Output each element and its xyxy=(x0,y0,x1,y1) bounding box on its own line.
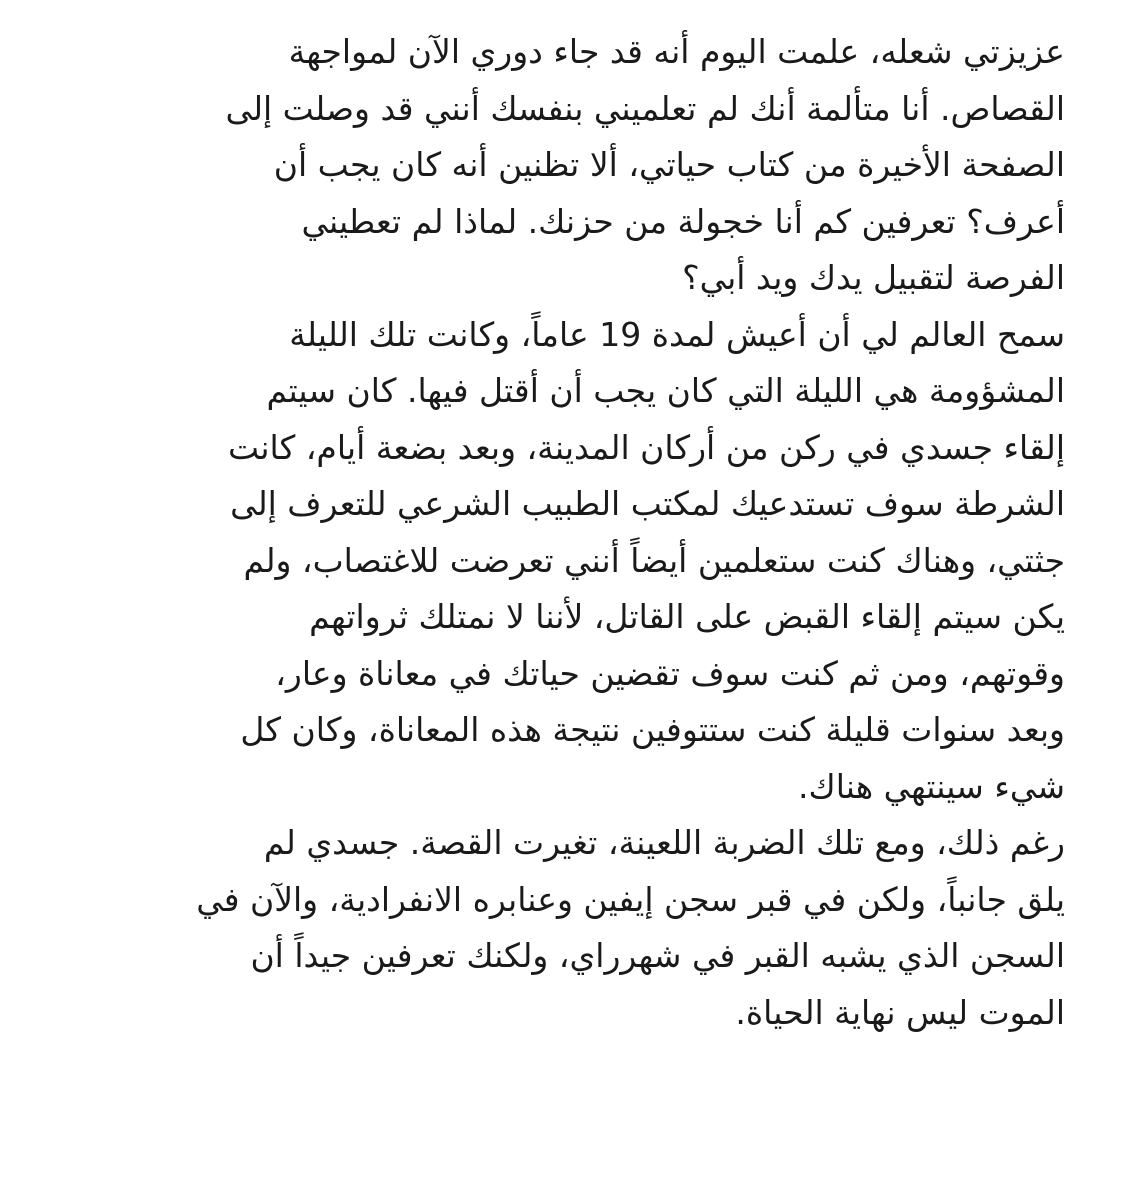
text-line: رغم ذلك، ومع تلك الضربة اللعينة، تغيرت القصة. جسدي لم xyxy=(263,823,1065,862)
text-line: عزيزتي شعله، علمت اليوم أنه قد جاء دوري الآن لمواجهة xyxy=(288,32,1065,71)
text-line: أعرف؟ تعرفين كم أنا خجولة من حزنك. لماذا لم تعطيني xyxy=(301,201,1065,241)
text-line: وبعد سنوات قليلة كنت ستتوفين نتيجة هذه المعاناة، وكان كل xyxy=(240,710,1065,749)
text-line: يكن سيتم إلقاء القبض على القاتل، لأننا لا نمتلك ثرواتهم xyxy=(309,597,1065,636)
text-line: وقوتهم، ومن ثم كنت سوف تقضين حياتك في معاناة وعار، xyxy=(275,653,1065,693)
text-line: المشؤومة هي الليلة التي كان يجب أن أقتل فيها. كان سيتم xyxy=(266,371,1065,410)
text-line: يلق جانباً، ولكن في قبر سجن إيفين وعنابره الانفرادية، والآن في xyxy=(196,879,1065,919)
paragraph-1 xyxy=(160,24,1065,307)
text-line: الموت ليس نهاية الحياة. xyxy=(735,992,1065,1032)
text-line: القصاص. أنا متألمة أنك لم تعلميني بنفسك أنني قد وصلت إلى xyxy=(225,88,1065,128)
paragraph-3 xyxy=(160,815,1065,1041)
text-line: الفرصة لتقبيل يدك ويد أبي؟ xyxy=(682,258,1065,297)
text-line: الشرطة سوف تستدعيك لمكتب الطبيب الشرعي للتعرف إلى xyxy=(230,484,1065,523)
text-line: السجن الذي يشبه القبر في شهرراي، ولكنك تعرفين جيداً أن xyxy=(250,936,1065,975)
letter-body xyxy=(160,24,1065,1041)
text-line: الصفحة الأخيرة من كتاب حياتي، ألا تظنين أنه كان يجب أن xyxy=(273,145,1065,184)
text-line: سمح العالم لي أن أعيش لمدة 19 عاماً، وكانت تلك الليلة xyxy=(289,314,1065,354)
paragraph-2 xyxy=(160,307,1065,816)
text-line: شيء سينتهي هناك. xyxy=(798,766,1065,806)
text-line: جثتي، وهناك كنت ستعلمين أيضاً أنني تعرضت للاغتصاب، ولم xyxy=(243,540,1065,580)
text-line: إلقاء جسدي في ركن من أركان المدينة، وبعد بضعة أيام، كانت xyxy=(227,427,1065,467)
